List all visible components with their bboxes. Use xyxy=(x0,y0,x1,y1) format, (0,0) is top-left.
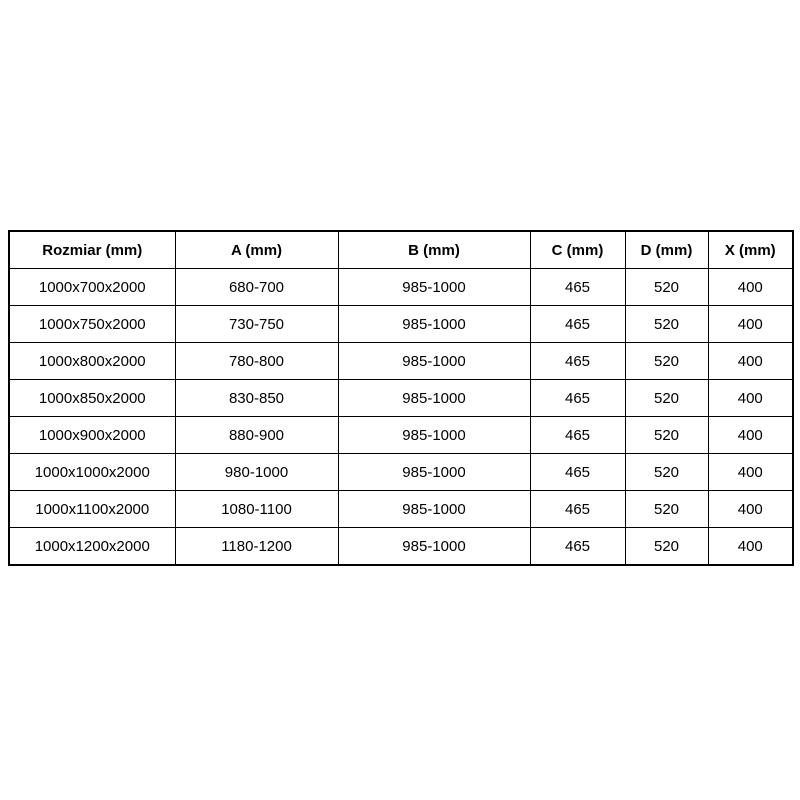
table-body xyxy=(9,269,793,566)
column-header: X (mm) xyxy=(708,231,793,269)
table-cell: 1000x850x2000 xyxy=(9,380,175,417)
table-cell: 520 xyxy=(625,454,708,491)
table-cell: 520 xyxy=(625,380,708,417)
table-row xyxy=(9,454,793,491)
table-cell: 830-850 xyxy=(175,380,338,417)
table-cell: 400 xyxy=(708,417,793,454)
table-cell: 985-1000 xyxy=(338,454,530,491)
table-row xyxy=(9,491,793,528)
table-cell: 400 xyxy=(708,491,793,528)
table-cell: 400 xyxy=(708,380,793,417)
table-cell: 1180-1200 xyxy=(175,528,338,566)
table-cell: 520 xyxy=(625,491,708,528)
table-cell: 400 xyxy=(708,269,793,306)
column-header: B (mm) xyxy=(338,231,530,269)
table-cell: 465 xyxy=(530,306,625,343)
table-cell: 1000x750x2000 xyxy=(9,306,175,343)
column-header: Rozmiar (mm) xyxy=(9,231,175,269)
table-row xyxy=(9,343,793,380)
table-cell: 465 xyxy=(530,343,625,380)
table-cell: 1000x800x2000 xyxy=(9,343,175,380)
table-cell: 780-800 xyxy=(175,343,338,380)
table-cell: 465 xyxy=(530,491,625,528)
table-cell: 400 xyxy=(708,306,793,343)
table-cell: 400 xyxy=(708,343,793,380)
table-cell: 980-1000 xyxy=(175,454,338,491)
table-row xyxy=(9,269,793,306)
header-row xyxy=(9,231,793,269)
table-header xyxy=(9,231,793,269)
column-header: C (mm) xyxy=(530,231,625,269)
table-cell: 465 xyxy=(530,417,625,454)
table-cell: 985-1000 xyxy=(338,528,530,566)
table-cell: 880-900 xyxy=(175,417,338,454)
table-cell: 985-1000 xyxy=(338,491,530,528)
table-cell: 985-1000 xyxy=(338,269,530,306)
table-cell: 465 xyxy=(530,528,625,566)
table-cell: 465 xyxy=(530,380,625,417)
table-cell: 1000x900x2000 xyxy=(9,417,175,454)
table-cell: 520 xyxy=(625,269,708,306)
table-cell: 520 xyxy=(625,343,708,380)
column-header: A (mm) xyxy=(175,231,338,269)
table-cell: 1080-1100 xyxy=(175,491,338,528)
table-cell: 400 xyxy=(708,454,793,491)
table-cell: 465 xyxy=(530,269,625,306)
table-cell: 1000x1200x2000 xyxy=(9,528,175,566)
table-cell: 1000x1100x2000 xyxy=(9,491,175,528)
table-cell: 465 xyxy=(530,454,625,491)
table-cell: 520 xyxy=(625,306,708,343)
table-cell: 730-750 xyxy=(175,306,338,343)
table-cell: 680-700 xyxy=(175,269,338,306)
table-cell: 400 xyxy=(708,528,793,566)
table-row xyxy=(9,528,793,566)
column-header: D (mm) xyxy=(625,231,708,269)
table-row xyxy=(9,306,793,343)
table-row xyxy=(9,380,793,417)
table-row xyxy=(9,417,793,454)
table-cell: 985-1000 xyxy=(338,417,530,454)
table-cell: 1000x700x2000 xyxy=(9,269,175,306)
table-cell: 985-1000 xyxy=(338,343,530,380)
table-cell: 520 xyxy=(625,417,708,454)
table-cell: 985-1000 xyxy=(338,306,530,343)
table-cell: 1000x1000x2000 xyxy=(9,454,175,491)
table-cell: 985-1000 xyxy=(338,380,530,417)
table-cell: 520 xyxy=(625,528,708,566)
size-specification-table xyxy=(8,230,794,566)
